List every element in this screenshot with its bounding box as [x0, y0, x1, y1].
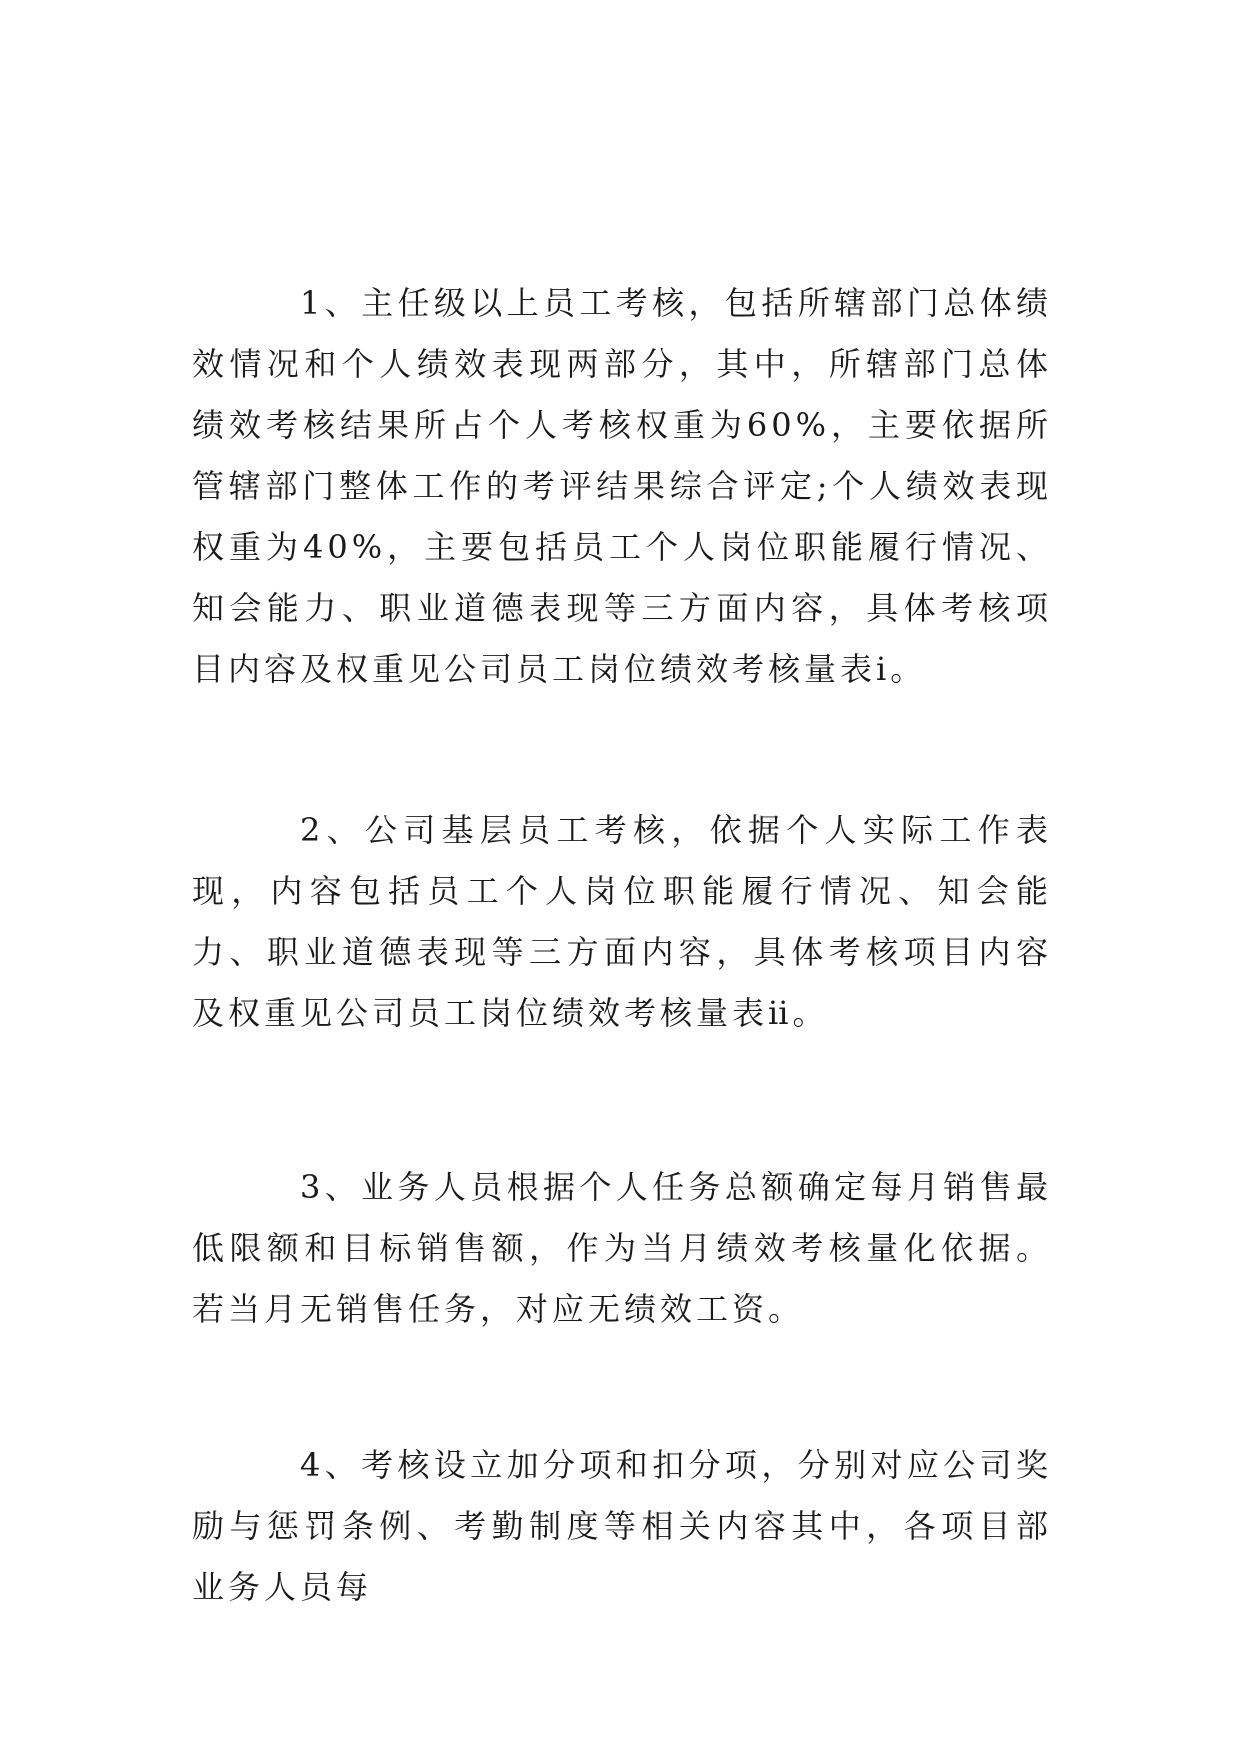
paragraph-2: 2、公司基层员工考核，依据个人实际工作表现，内容包括员工个人岗位职能履行情况、知会能力、职业道德表现等三方面内容，具体考核项目内容及权重见公司员工岗位绩效考核量表ⅱ。 — [192, 811, 1052, 1032]
paragraph-3: 3、业务人员根据个人任务总额确定每月销售最低限额和目标销售额，作为当月绩效考核量化依据。若当月无销售任务，对应无绩效工资。 — [192, 1168, 1052, 1328]
paragraph-1: 1、主任级以上员工考核，包括所辖部门总体绩效情况和个人绩效表现两部分，其中，所辖部门总体绩效考核结果所占个人考核权重为60%，主要依据所管辖部门整体工作的考评结果综合评定;个人绩效表现权重为40%，主要包括员工个人岗位职能履行情况、知会能力、职业道德表现等三方面内容，具体考核项目内容及权重见公司员工岗位绩效考核量表ⅰ。 — [192, 284, 1052, 688]
paragraph-4: 4、考核设立加分项和扣分项，分别对应公司奖励与惩罚条例、考勤制度等相关内容其中，各项目部业务人员每 — [192, 1446, 1052, 1606]
